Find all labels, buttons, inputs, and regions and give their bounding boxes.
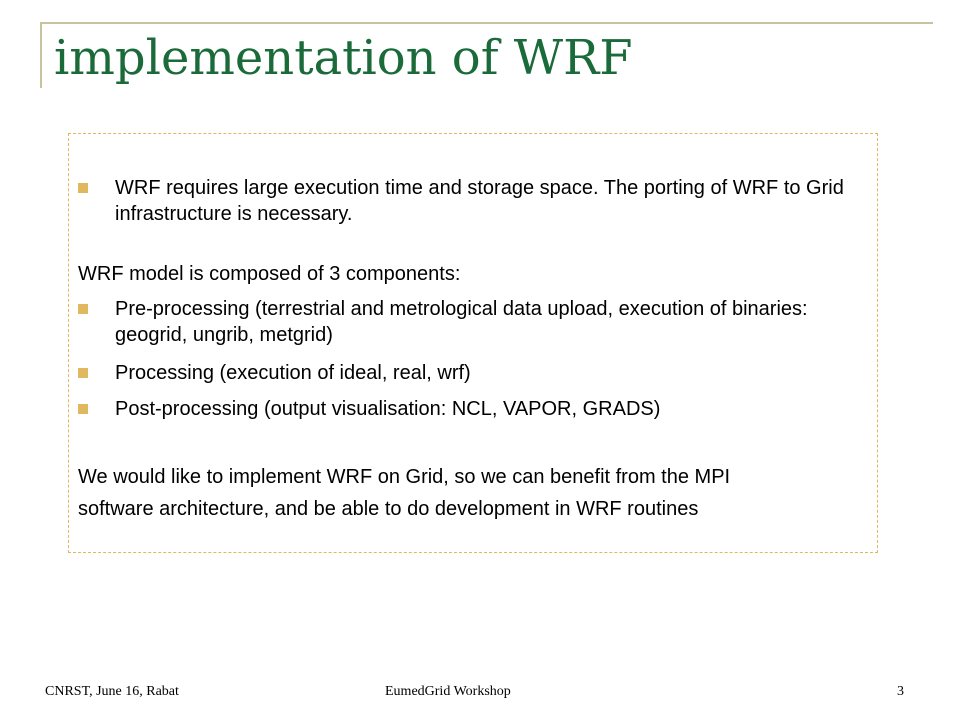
frame-top-line	[40, 22, 933, 24]
square-bullet-icon	[78, 183, 88, 193]
components-intro: WRF model is composed of 3 components:	[78, 263, 461, 285]
footer-center: EumedGrid Workshop	[385, 684, 511, 699]
bullet-text: Processing (execution of ideal, real, wrf)	[115, 362, 471, 384]
square-bullet-icon	[78, 304, 88, 314]
square-bullet-icon	[78, 368, 88, 378]
frame-left-line	[40, 22, 42, 88]
bullet-text: WRF requires large execution time and storage space. The porting of WRF to Grid infrastructure is necessary.	[115, 177, 844, 225]
bullet-text: Pre-processing (terrestrial and metrological data upload, execution of binaries: geogrid, ungrib, metgrid)	[115, 298, 808, 346]
square-bullet-icon	[78, 404, 88, 414]
bullet-text: Post-processing (output visualisation: NCL, VAPOR, GRADS)	[115, 398, 661, 420]
closing-line: software architecture, and be able to do development in WRF routines	[78, 498, 699, 520]
page-number: 3	[897, 684, 904, 699]
closing-line: We would like to implement WRF on Grid, so we can benefit from the MPI	[78, 466, 731, 488]
slide-title: implementation of WRF	[54, 30, 633, 86]
footer-left: CNRST, June 16, Rabat	[45, 684, 179, 699]
